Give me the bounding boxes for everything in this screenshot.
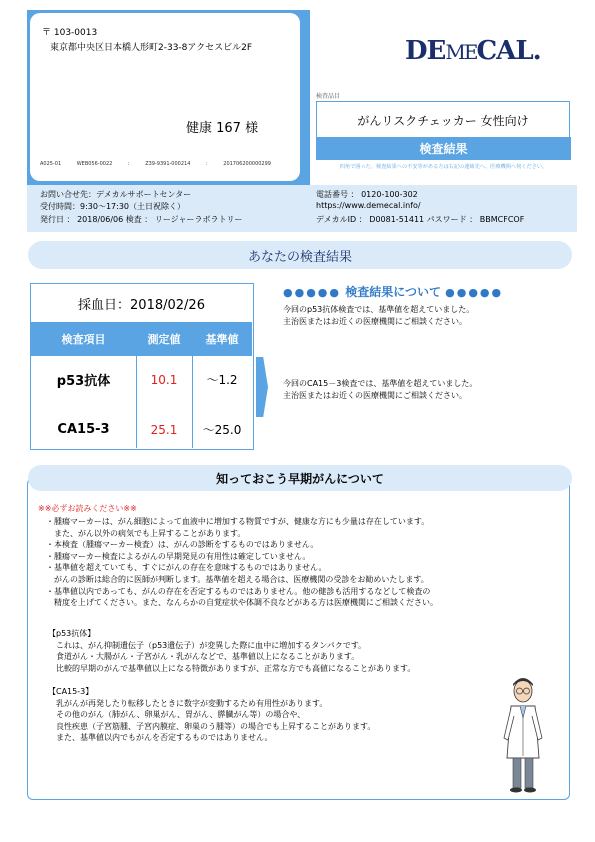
note-line: ・基準値以内であっても、がんの存在を否定するものではありません。他の健診も活用するなどして検査の [46,586,431,596]
ca153-explanation [48,686,375,744]
arrow-right-icon [256,357,268,417]
kit-name: がんリスクチェッカー 女性向け [316,101,570,139]
business-hours: 受付時間：9:30～17:30（土日祝除く） [40,202,186,211]
issue-date: 発行日 ： 2018/06/06 検査 ： リージャーラボラトリー [40,215,243,224]
col-header-item: 検査項目 [61,333,106,346]
row-item-p53: p53抗体 [56,374,111,389]
notes-list [46,516,438,609]
demecal-logo: DEMECAL. [405,36,541,66]
note-line: 精度を上げてください。また、なんらかの自覚症状や体調不良などがある方は医療機関にご相談ください。 [46,598,438,608]
login-ids: デメカルID ： D0081-51411 パスワード ： BBMCFCOF [316,215,525,224]
contact-info: お問い合せ先：デメカルサポートセンター [40,190,192,199]
note-line: ・腫瘍マーカーは、がん細胞によって血液中に増加する物質ですが、健康な方にも少量は存在しています。 [46,517,430,526]
doctor-illustration [498,676,548,794]
phone-number: 電話番号 ： 0120-100-302 [316,190,418,199]
tracking-codes: A025-01 WEB056-0022 : Z39-9391-000214 : 201706200000299 [40,161,271,167]
ca153-line: その他のがん（肺がん、卵巣がん、胃がん、膵臓がん等）の場合や、 [48,710,306,720]
section-header-knowledge [28,465,572,491]
ca153-line: 【CA15-3】 [48,687,94,696]
ca153-line: 良性疾患（子宮筋腫、子宮内膜症、卵巣のう腫等）の場合でも上昇することがあります。 [48,721,376,731]
note-line: また、がん以外の病気でも上昇することがあります。 [46,528,246,538]
ca153-message: 今回のCA15－3検査では、基準値を超えていました。 主治医またはお近くの医療機関にご相談ください。 [283,379,478,400]
website-url[interactable]: https://www.demecal.info/ [316,201,421,210]
row-value-ca153: 25.1 [150,422,178,437]
note-line: ・腫瘍マーカー検査によるがんの早期発見の有用性は確定していません。 [46,551,311,561]
p53-message: 今回のp53抗体検査では、基準値を超えていました。 主治医またはお近くの医療機関にご相談ください。 [283,305,475,326]
result-tab: 検査結果 [316,137,571,160]
notice-text: 四角で囲った、検査結果への不安等がある方は右記の連絡先へ、医療機関へ伺ください。 [339,164,548,170]
ca153-line: 乳がんが再発したり転移したときに数字が変動するため有用性があります。 [48,698,328,708]
sample-date: 採血日：2018/02/26 [78,297,205,313]
must-read-notice: ※※必ずお読みください※※ [38,504,137,513]
row-value-p53: 10.1 [150,372,178,387]
postal-code: 〒 103-0013 [42,28,98,38]
note-line: がんの診断は総合的に医師が判断します。基準値を超える場合は、医療機関の受診をお勧めいたします。 [46,574,429,584]
row-ref-p53: ～1.2 [206,373,238,387]
p53-line: 食道がん・大腸がん・子宮がん・乳がんなどで、基準値以上になることがあります。 [48,652,360,662]
note-line: ・本検査（腫瘍マーカー検査）は、がんの診断をするものではありません。 [46,540,319,550]
row-item-ca153: CA15-3 [57,422,110,437]
ca153-line: また、基準値以内でもがんを否定するものではありません。 [48,733,273,743]
note-line: ・基準値を超えていても、すぐにがんの存在を意味するものではありません。 [46,563,327,573]
p53-line: 【p53抗体】 [48,629,96,638]
section-header-results [28,241,572,269]
p53-line: これは、がん抑制遺伝子（p53遺伝子）が変異した際に血中に増加するタンパクです。 [48,640,367,650]
col-header-reference: 基準値 [205,333,239,346]
p53-line: 比較的早期のがんで基準値以上になる特徴がありますが、正常な方でも高値になることがあります。 [48,663,416,673]
col-header-value: 測定値 [147,333,181,346]
section-title: 知っておこう早期がんについて [216,471,384,486]
address-line: 東京都中央区日本橋人形町2-33-8アクセスビル2F [50,43,253,53]
address-card [30,13,300,181]
recipient-name: 健康 167 様 [186,121,259,136]
p53-explanation [48,628,415,674]
about-results-heading: ●●●●● 検査結果について ●●●●● [283,285,504,299]
section-title: あなたの検査結果 [247,249,352,265]
kit-label: 検査品目 [316,93,341,100]
row-ref-ca153: ～25.0 [202,423,242,437]
